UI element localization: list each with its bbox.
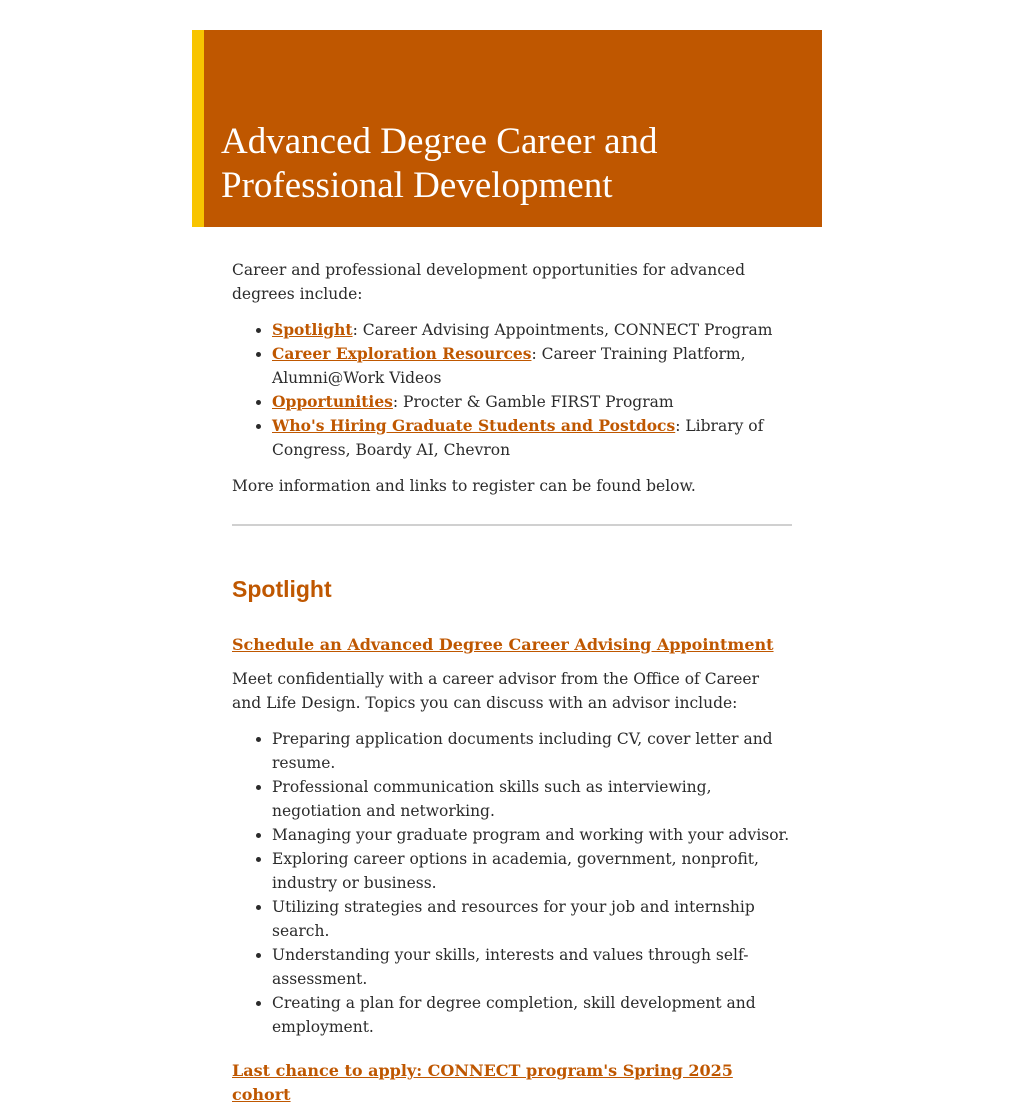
intro-item-description: : Career Advising Appointments, CONNECT Program xyxy=(352,321,773,339)
list-item: • Understanding your skills, interests and values through self-assessment. xyxy=(272,943,792,991)
career-exploration-resources-link[interactable]: Career Exploration Resources xyxy=(272,344,532,363)
banner-accent-stripe xyxy=(192,30,204,227)
spotlight-heading: Spotlight xyxy=(232,576,332,602)
advising-topics-list xyxy=(232,727,792,1039)
intro-item-description: : Career Training Platform, Alumni@Work Videos xyxy=(272,345,746,387)
intro-item-description: : Procter & Gamble FIRST Program xyxy=(392,393,674,411)
banner-title xyxy=(221,120,801,208)
intro-item-description: : Library of Congress, Boardy AI, Chevron xyxy=(272,417,764,459)
list-item: • Managing your graduate program and working with your advisor. xyxy=(272,823,792,847)
list-item: • Creating a plan for degree completion, skill development and employment. xyxy=(272,991,792,1039)
intro-list-item xyxy=(272,342,792,390)
list-item: • Utilizing strategies and resources for your job and internship search. xyxy=(272,895,792,943)
advising-description: Meet confidentially with a career advisor from the Office of Career and Life Design. Topics you can discuss with an advisor include: xyxy=(232,670,759,712)
intro-list-item xyxy=(272,414,792,462)
banner-title-line-1: Advanced Degree Career and xyxy=(221,121,658,162)
opportunities-link[interactable]: Opportunities xyxy=(272,392,393,411)
whos-hiring-link[interactable]: Who's Hiring Graduate Students and Postdocs xyxy=(272,416,676,435)
list-item: • Preparing application documents including CV, cover letter and resume. xyxy=(272,727,792,775)
intro-list-item xyxy=(272,390,792,414)
header-banner xyxy=(192,30,822,227)
connect-program-link[interactable]: Last chance to apply: CONNECT program's Spring 2025 cohort xyxy=(232,1061,733,1104)
intro-text: Career and professional development opportunities for advanced degrees include: xyxy=(232,261,746,303)
banner-title-line-2: Professional Development xyxy=(221,165,613,206)
list-item: • Professional communication skills such as interviewing, negotiation and networking. xyxy=(272,775,792,823)
intro-list xyxy=(232,318,792,462)
spotlight-link[interactable]: Spotlight xyxy=(272,320,353,339)
intro-outro: More information and links to register can be found below. xyxy=(232,477,696,495)
section-divider xyxy=(232,524,792,526)
list-item: • Exploring career options in academia, government, nonprofit, industry or business. xyxy=(272,847,792,895)
intro-list-item xyxy=(272,318,792,342)
schedule-advising-link[interactable]: Schedule an Advanced Degree Career Advising Appointment xyxy=(232,635,774,654)
newsletter-body xyxy=(232,258,792,1107)
